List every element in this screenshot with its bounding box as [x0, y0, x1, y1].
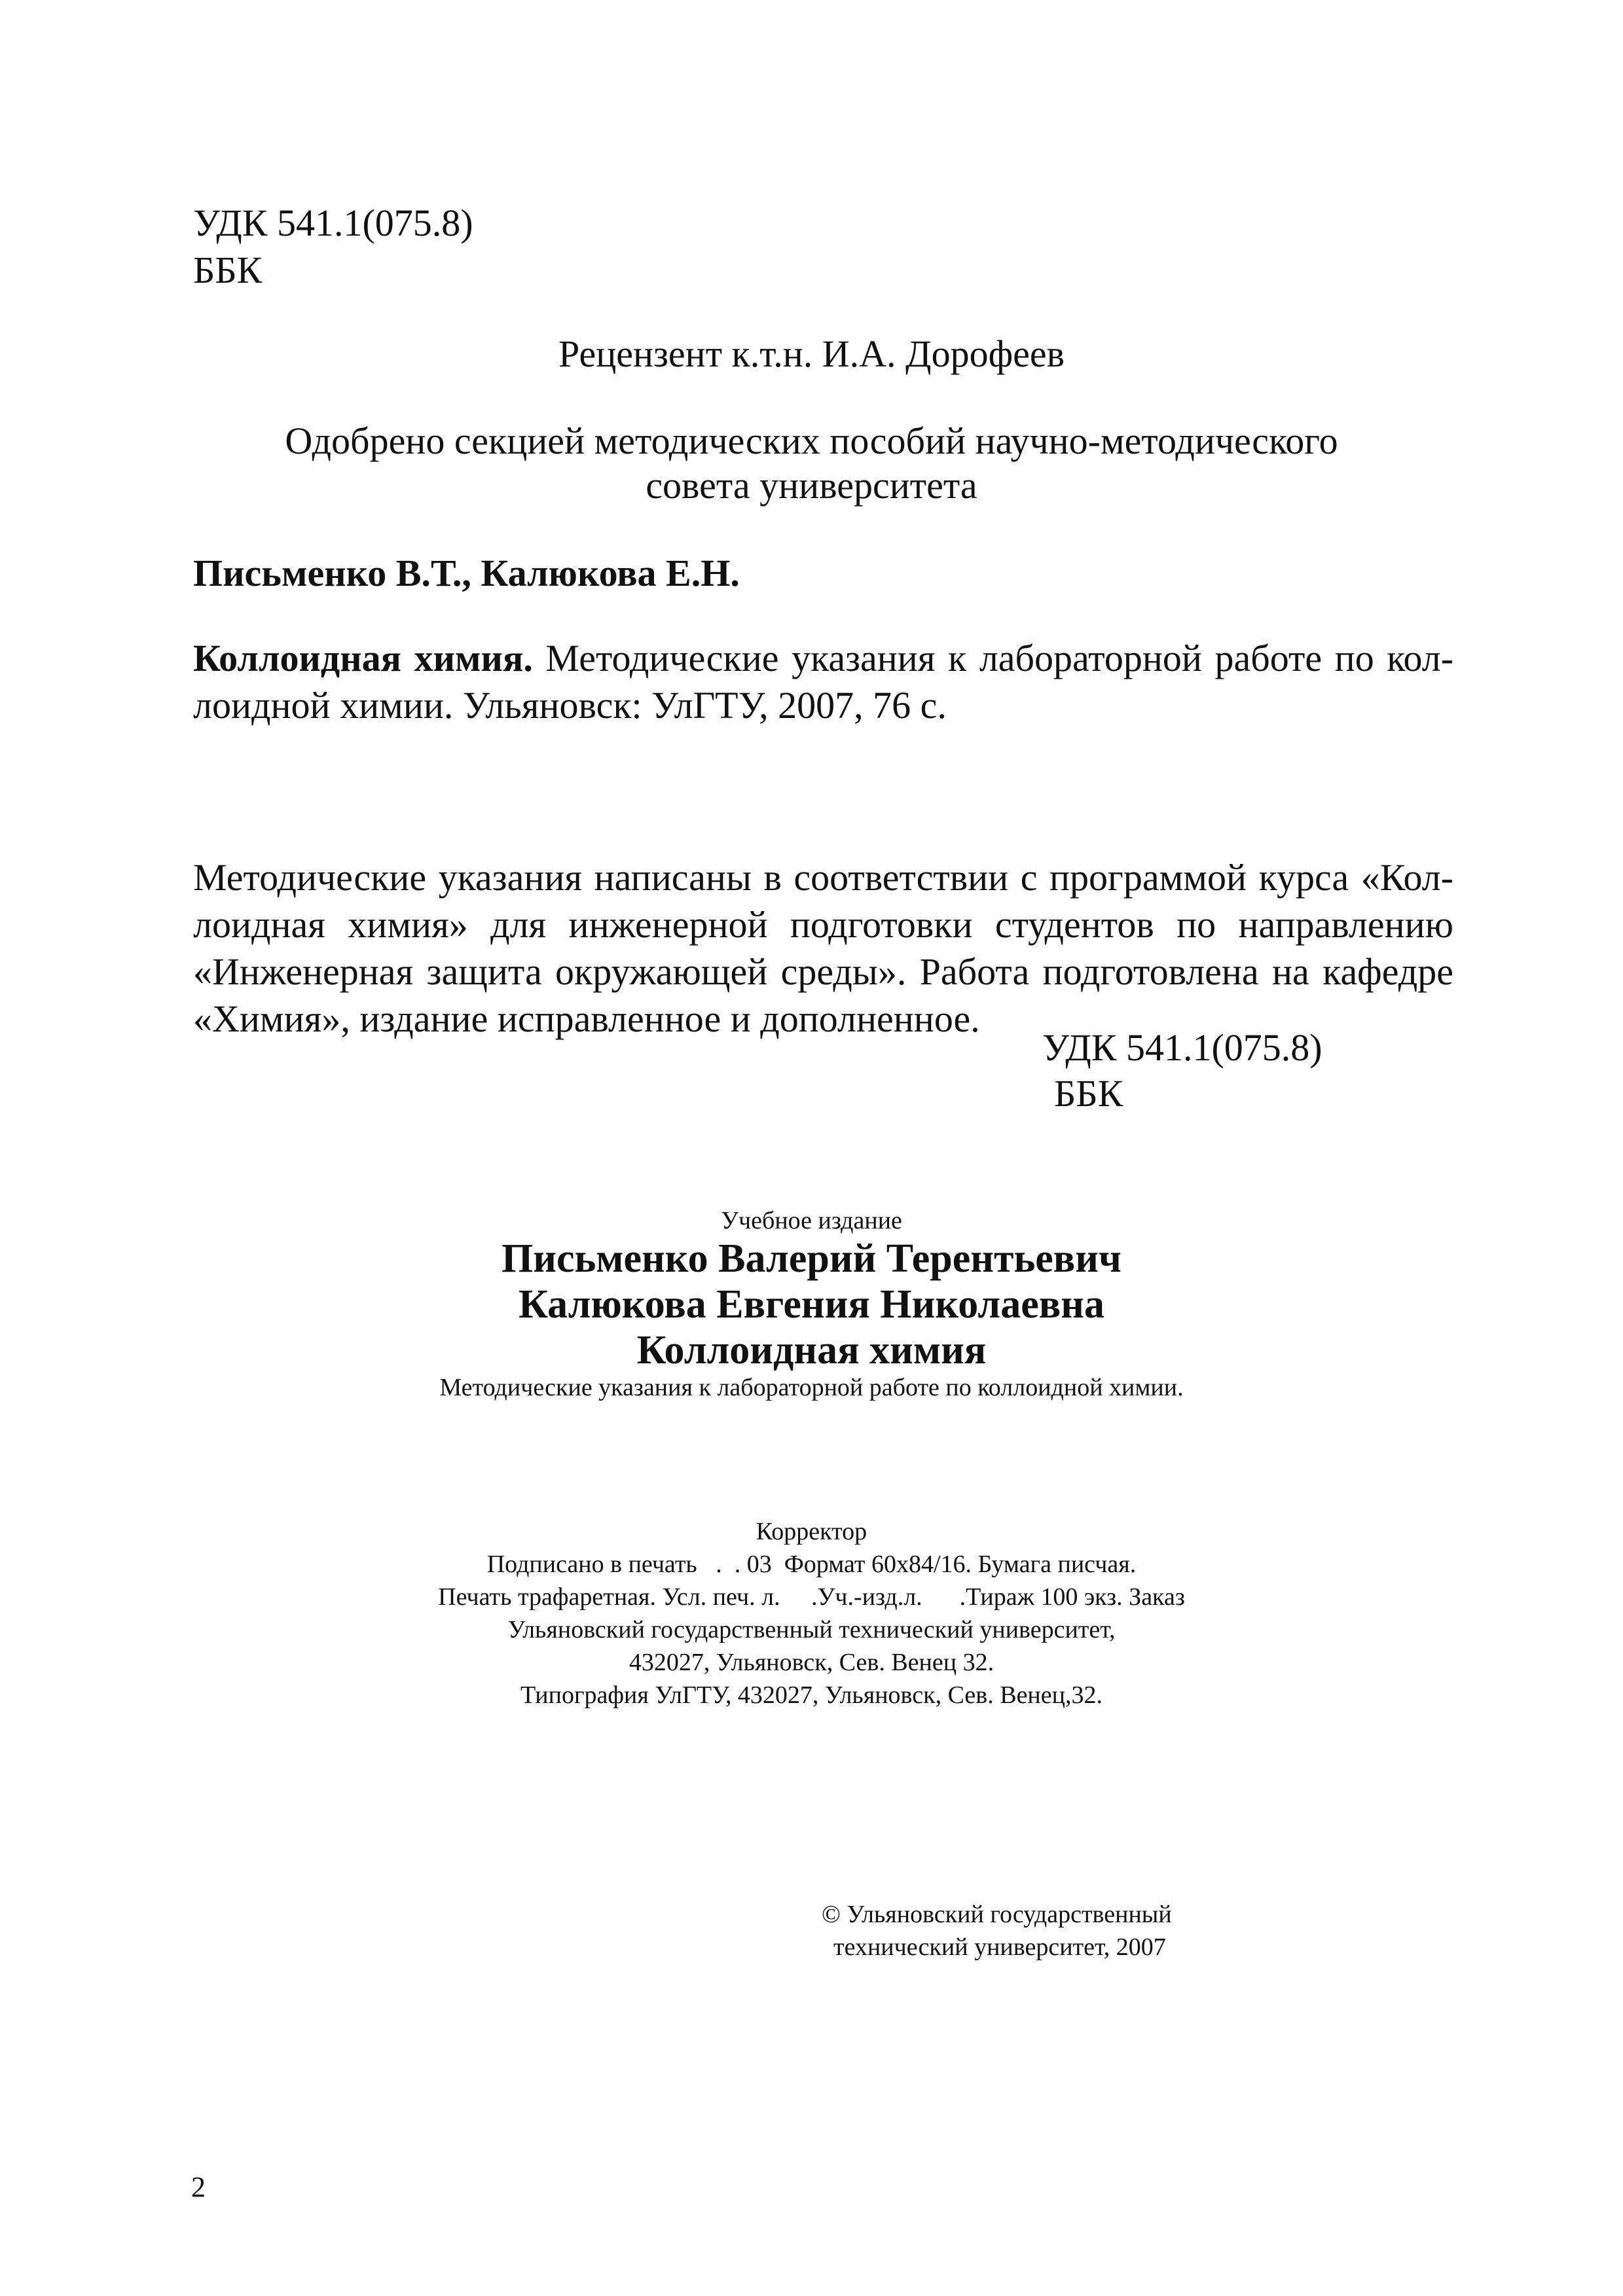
bibliographic-description [193, 635, 1453, 729]
imprint-block [0, 1515, 1623, 1712]
udk-code-bottom: УДК 541.1(075.8) [1042, 1026, 1322, 1069]
imprint-line: Подписано в печать . . 03 Формат 60x84/16. Бумага писчая. [486, 1551, 1137, 1578]
imprint-line: Типография УлГТУ, 432027, Ульяновск, Сев. Венец,32. [520, 1681, 1103, 1709]
approval-line-1: Одобрено секцией методических пособий научно-методического [285, 420, 1338, 462]
copyright-line-1: © Ульяновский государственный [822, 1901, 1172, 1928]
book-title: Коллоидная химия [636, 1328, 987, 1372]
bib-line-2: лоидной химии. Ульяновск: УлГТУ, 2007, 76 с. [193, 684, 947, 726]
author-full-name-2: Калюкова Евгения Николаевна [519, 1282, 1104, 1327]
annotation [193, 854, 1453, 1043]
edition-type: Учебное издание [721, 1207, 902, 1234]
author-full-name-1: Письменко Валерий Терентьевич [501, 1236, 1122, 1281]
page-number: 2 [191, 2171, 206, 2203]
book-subtitle: Методические указания к лабораторной работе по коллоидной химии. [439, 1374, 1184, 1401]
imprint-line: Ульяновский государственный технический университет, [507, 1616, 1116, 1643]
bib-title: Коллоидная химия. [193, 637, 533, 679]
bib-line-1 [193, 635, 1453, 682]
bbk-code-bottom: ББК [1054, 1072, 1123, 1115]
udk-code: УДК 541.1(075.8) [193, 202, 473, 244]
copyright-notice [822, 1898, 1172, 1964]
annotation-line-3: «Инженерная защита окружающей среды». Работа подготовлена на кафедре [193, 950, 1453, 993]
annotation-line-4: «Химия», издание исправленное и дополненное. [193, 997, 980, 1040]
annotation-line-1: Методические указания написаны в соответствии с программой курса «Кол- [193, 856, 1453, 899]
bib-line-1-rest: Методические указания к лабораторной работе по кол- [545, 637, 1454, 679]
annotation-line-2: лоидная химия» для инженерной подготовки студентов по направлению [193, 903, 1453, 946]
imprint-line: 432027, Ульяновск, Сев. Венец 32. [629, 1649, 994, 1676]
bbk-code: ББК [193, 249, 263, 291]
approval-line-2: совета университета [646, 464, 977, 507]
authors-short: Письменко В.Т., Калюкова Е.Н. [193, 552, 740, 594]
imprint-line: Корректор [756, 1518, 867, 1545]
copyright-line-2: технический университет, 2007 [833, 1933, 1166, 1961]
reviewer-line: Рецензент к.т.н. И.А. Дорофеев [558, 332, 1065, 375]
imprint-line: Печать трафаретная. Усл. печ. л. .Уч.-изд.л. .Тираж 100 экз. Заказ [438, 1583, 1185, 1611]
